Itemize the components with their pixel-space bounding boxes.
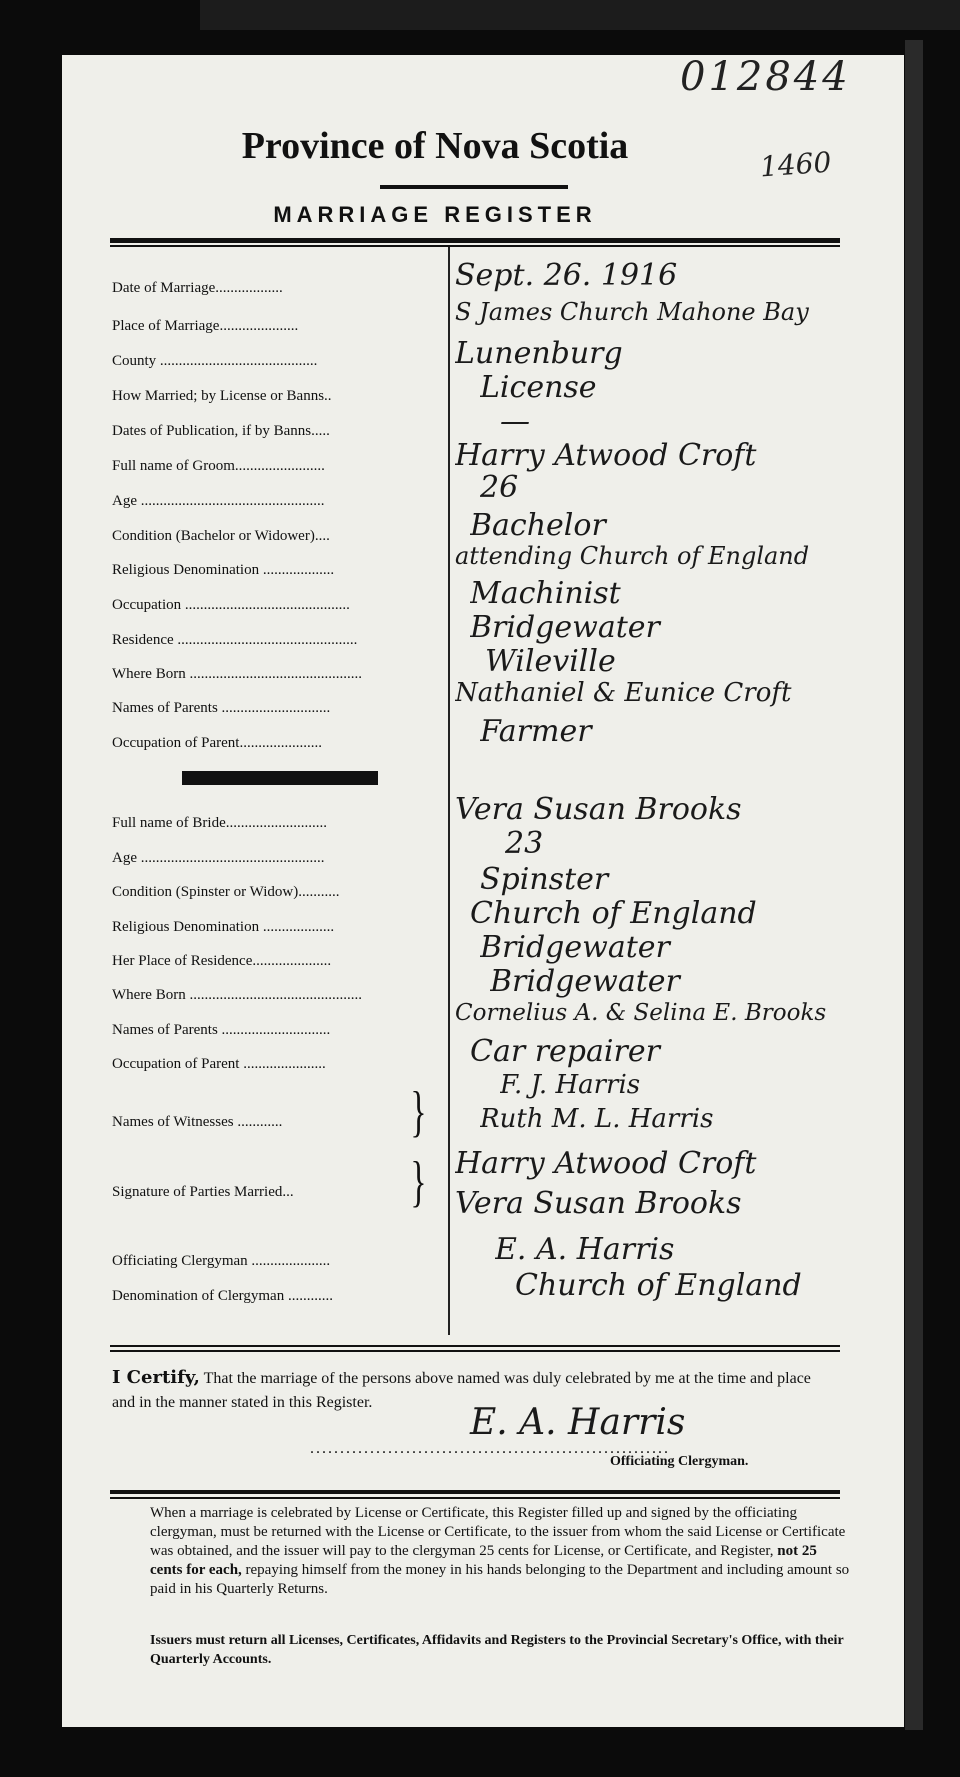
label-bride-name: Full name of Bride........................... (112, 815, 327, 831)
label-groom-born: Where Born .............................................. (112, 666, 362, 682)
label-clergy-denomination: Denomination of Clergyman ............ (112, 1288, 333, 1304)
certify-body: That the marriage of the persons above named was duly celebrated by me at the time and place and in the manner stated in this Register. (112, 1370, 811, 1411)
label-bride-religion: Religious Denomination ................... (112, 919, 335, 935)
value-clergyman: E. A. Harris (495, 1232, 675, 1267)
label-groom-parent-occupation: Occupation of Parent...................... (112, 735, 322, 751)
label-groom-parents: Names of Parents ............................. (112, 700, 331, 716)
column-divider (448, 247, 450, 1335)
value-date: Sept. 26. 1916 (455, 258, 678, 293)
label-bride-parent-occupation: Occupation of Parent ...................... (112, 1056, 326, 1072)
value-groom-name: Harry Atwood Croft (455, 438, 757, 473)
bottom-rule (110, 1490, 840, 1494)
witnesses-brace: } (410, 1081, 427, 1143)
label-publication: Dates of Publication, if by Banns..... (112, 423, 330, 439)
label-bride-parents: Names of Parents ............................. (112, 1022, 331, 1038)
note-text-2: repaying himself from the money in his hands belonging to the Department and including amount so paid in his Quarterly Returns. (150, 1562, 850, 1597)
top-rule (110, 238, 840, 243)
value-county: Lunenburg (455, 336, 623, 371)
value-groom-residence: Bridgewater (470, 610, 660, 645)
instructions-note (150, 1504, 850, 1599)
signature-line: ............................................................ (310, 1440, 670, 1457)
page-number: 1460 (758, 145, 833, 184)
label-groom-residence: Residence ................................................ (112, 632, 358, 648)
label-groom-religion: Religious Denomination ................... (112, 562, 335, 578)
value-bride-name: Vera Susan Brooks (455, 792, 742, 827)
value-groom-occupation: Machinist (470, 576, 621, 611)
value-publication: — (500, 404, 530, 439)
label-clergyman: Officiating Clergyman ..................... (112, 1253, 331, 1269)
label-bride-condition: Condition (Spinster or Widow)........... (112, 884, 340, 900)
certify-caption: Officiating Clergyman. (610, 1454, 749, 1469)
value-groom-religion: attending Church of England (455, 542, 810, 570)
certify-lead: I Certify, (112, 1367, 200, 1388)
value-groom-condition: Bachelor (470, 508, 606, 543)
value-groom-age: 26 (480, 470, 519, 505)
note-text-1: When a marriage is celebrated by License or Certificate, this Register filled up and signed by the officiating clergyman, must be returned with the License or Certificate, to the issuer from whom the said License or Certificate was obtained, and the issuer will pay to the clergyman 25 cents for License, or Certificate, and Register, (150, 1505, 846, 1559)
title-rule (380, 185, 568, 189)
certify-signature: E. A. Harris (470, 1402, 686, 1443)
label-groom-condition: Condition (Bachelor or Widower).... (112, 528, 330, 544)
serial-number: 012844 (680, 54, 851, 100)
value-bride-parents: Cornelius A. & Selina E. Brooks (455, 1000, 827, 1026)
value-signature-groom: Harry Atwood Croft (455, 1146, 757, 1181)
label-county: County .......................................... (112, 353, 318, 369)
issuers-note: Issuers must return all Licenses, Certificates, Affidavits and Registers to the Provincial Secretary's Office, with their Quarterly Accounts. (150, 1633, 844, 1667)
note-text-bold: not 25 cents for each, (150, 1543, 817, 1578)
label-date: Date of Marriage.................. (112, 280, 283, 296)
label-witnesses: Names of Witnesses ............ (112, 1114, 283, 1130)
value-signature-bride: Vera Susan Brooks (455, 1186, 742, 1221)
value-witness-2: Ruth M. L. Harris (480, 1104, 714, 1134)
value-clergy-denomination: Church of England (515, 1268, 802, 1303)
mid-rule-2 (110, 1350, 840, 1352)
top-rule-thin (110, 245, 840, 247)
value-groom-parent-occupation: Farmer (480, 714, 592, 749)
label-groom-occupation: Occupation ............................................ (112, 597, 350, 613)
label-bride-born: Where Born .............................................. (112, 987, 362, 1003)
mid-rule-1 (110, 1345, 840, 1347)
value-bride-born: Bridgewater (490, 964, 680, 999)
label-how-married: How Married; by License or Banns.. (112, 388, 332, 404)
signatures-brace: } (410, 1151, 427, 1213)
label-bride-residence: Her Place of Residence..................... (112, 953, 332, 969)
bottom-rule-thin (110, 1497, 840, 1499)
value-groom-born: Wileville (485, 644, 616, 679)
page-title: Province of Nova Scotia (241, 125, 629, 167)
value-bride-age: 23 (505, 826, 544, 861)
value-bride-religion: Church of England (470, 896, 757, 931)
value-place: S James Church Mahone Bay (455, 298, 809, 326)
value-groom-parents: Nathaniel & Eunice Croft (455, 678, 792, 708)
label-groom-name: Full name of Groom........................ (112, 458, 325, 474)
value-bride-parent-occupation: Car repairer (470, 1034, 660, 1069)
value-how-married: License (480, 370, 597, 405)
value-bride-residence: Bridgewater (480, 930, 670, 965)
label-groom-age: Age ................................................. (112, 493, 325, 509)
form-subtitle: MARRIAGE REGISTER (273, 202, 597, 227)
value-bride-condition: Spinster (480, 862, 609, 897)
label-place: Place of Marriage..................... (112, 318, 299, 334)
label-bride-age: Age ................................................. (112, 850, 325, 866)
section-divider-bar (182, 771, 378, 785)
scan-edge-top (200, 0, 960, 30)
value-witness-1: F. J. Harris (500, 1070, 641, 1100)
label-signatures: Signature of Parties Married... (112, 1184, 294, 1200)
